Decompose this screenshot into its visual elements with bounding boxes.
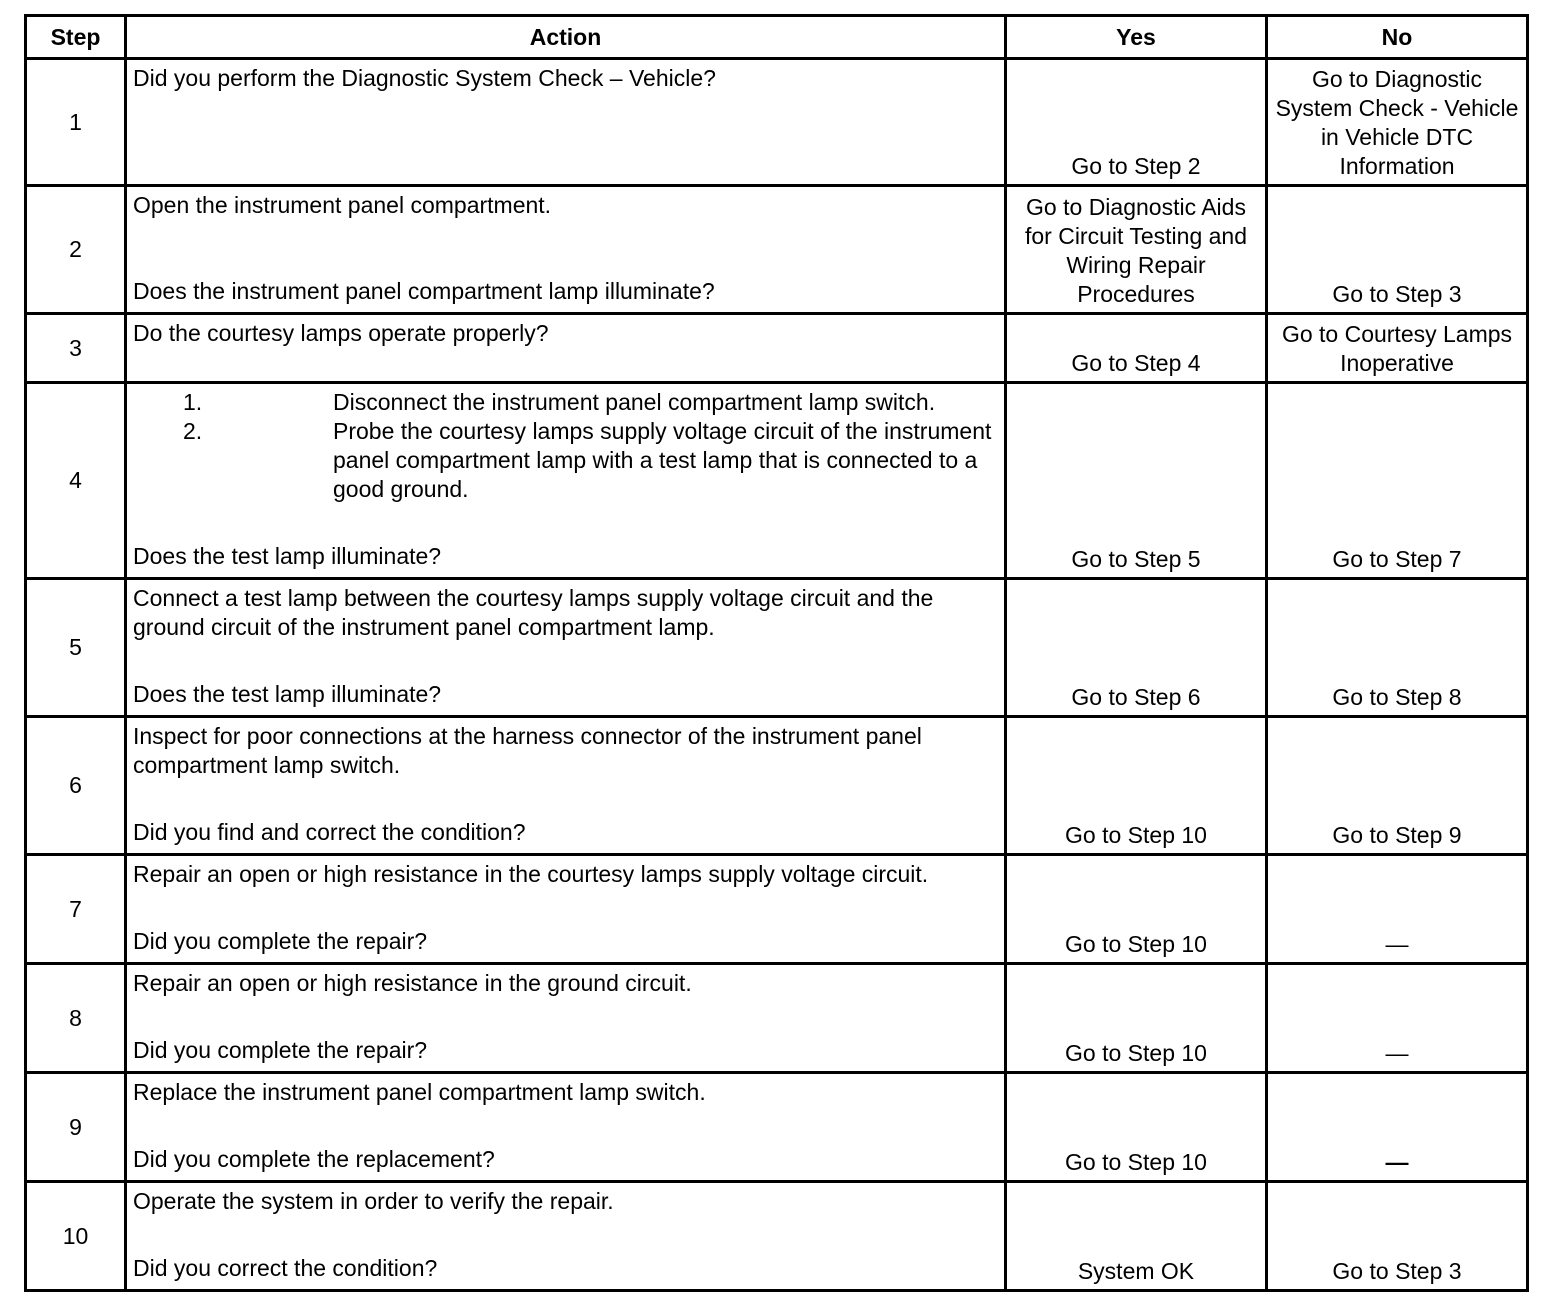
no-cell: [1267, 579, 1528, 717]
no-cell: [1267, 855, 1528, 964]
list-item-text: Disconnect the instrument panel compartment lamp switch.: [333, 389, 936, 415]
step-number: 8: [26, 964, 126, 1073]
action-cell: [126, 1073, 1006, 1182]
yes-cell: [1006, 314, 1267, 383]
action-question: Does the test lamp illuminate?: [133, 543, 442, 569]
step-number: 10: [26, 1182, 126, 1291]
yes-cell: [1006, 186, 1267, 314]
header-no: No: [1267, 16, 1528, 59]
yes-text: Go to Step 10: [1065, 1040, 1207, 1066]
step-number: 4: [26, 383, 126, 579]
no-cell: [1267, 59, 1528, 186]
action-cell: [126, 59, 1006, 186]
no-cell: [1267, 383, 1528, 579]
yes-text: Go to Step 4: [1071, 350, 1201, 376]
action-cell: [126, 314, 1006, 383]
action-question: Did you find and correct the condition?: [133, 819, 526, 845]
action-text: Do the courtesy lamps operate properly?: [133, 320, 549, 346]
step-number: 1: [26, 59, 126, 186]
list-item-number: 2.: [183, 418, 203, 444]
action-cell: [126, 186, 1006, 314]
no-text: Go to Step 9: [1332, 822, 1462, 848]
action-question: Does the test lamp illuminate?: [133, 681, 442, 707]
table-row: [26, 1073, 1528, 1182]
action-steps-list: [127, 384, 1004, 504]
action-cell: [126, 964, 1006, 1073]
no-cell: [1267, 1073, 1528, 1182]
list-item-text: Probe the courtesy lamps supply voltage circuit of the instrument panel compartment lamp with a test lamp that is connected to a good ground.: [333, 418, 992, 502]
step-number: 6: [26, 717, 126, 855]
yes-cell: [1006, 855, 1267, 964]
yes-cell: [1006, 717, 1267, 855]
no-text: —: [1385, 1040, 1409, 1066]
list-item: [127, 388, 998, 417]
action-text: Connect a test lamp between the courtesy lamps supply voltage circuit and the ground circuit of the instrument panel compartment lamp.: [133, 585, 934, 640]
yes-cell: [1006, 964, 1267, 1073]
no-text: —: [1385, 1149, 1409, 1175]
header-yes: Yes: [1006, 16, 1267, 59]
no-cell: [1267, 964, 1528, 1073]
no-cell: [1267, 717, 1528, 855]
yes-text: Go to Step 10: [1065, 822, 1207, 848]
list-item: [127, 417, 998, 504]
table-row: [26, 186, 1528, 314]
table-row: [26, 59, 1528, 186]
step-number: 2: [26, 186, 126, 314]
action-cell: [126, 1182, 1006, 1291]
action-cell: [126, 579, 1006, 717]
action-text: Inspect for poor connections at the harness connector of the instrument panel compartment lamp switch.: [133, 723, 922, 778]
table-row: [26, 855, 1528, 964]
action-cell: [126, 717, 1006, 855]
step-number: 9: [26, 1073, 126, 1182]
list-item-number: 1.: [183, 389, 203, 415]
table-row: [26, 314, 1528, 383]
yes-cell: [1006, 579, 1267, 717]
table-row: [26, 717, 1528, 855]
action-question: Did you complete the replacement?: [133, 1146, 495, 1172]
action-text: Did you perform the Diagnostic System Check – Vehicle?: [133, 65, 716, 91]
yes-text: Go to Step 10: [1065, 931, 1207, 957]
no-cell: [1267, 186, 1528, 314]
action-cell: [126, 383, 1006, 579]
table-row: [26, 383, 1528, 579]
yes-cell: [1006, 59, 1267, 186]
action-question: Did you complete the repair?: [133, 1037, 428, 1063]
step-number: 5: [26, 579, 126, 717]
action-text: Repair an open or high resistance in the courtesy lamps supply voltage circuit.: [133, 861, 929, 887]
action-question: Did you correct the condition?: [133, 1255, 438, 1281]
action-text: Open the instrument panel compartment.: [133, 192, 552, 218]
action-text: Replace the instrument panel compartment lamp switch.: [133, 1079, 706, 1105]
no-text: Go to Step 8: [1332, 684, 1462, 710]
no-text: Go to Step 3: [1332, 281, 1462, 307]
yes-text: System OK: [1077, 1258, 1195, 1284]
yes-text: Go to Step 5: [1071, 546, 1201, 572]
diagnostic-table: [24, 14, 1529, 1292]
no-text: Go to Step 3: [1332, 1258, 1462, 1284]
action-cell: [126, 855, 1006, 964]
no-cell: [1267, 1182, 1528, 1291]
table-row: [26, 1182, 1528, 1291]
table-row: [26, 579, 1528, 717]
yes-text: Go to Step 2: [1071, 153, 1201, 179]
action-question: Does the instrument panel compartment lamp illuminate?: [133, 278, 715, 304]
step-number: 3: [26, 314, 126, 383]
header-row: [26, 16, 1528, 59]
action-text: Repair an open or high resistance in the ground circuit.: [133, 970, 692, 996]
no-text: —: [1385, 931, 1409, 957]
yes-text: Go to Step 6: [1071, 684, 1201, 710]
yes-cell: [1006, 1182, 1267, 1291]
yes-cell: [1006, 383, 1267, 579]
no-text: Go to Step 7: [1332, 546, 1462, 572]
action-text: Operate the system in order to verify the repair.: [133, 1188, 614, 1214]
header-step: Step: [26, 16, 126, 59]
yes-text: Go to Step 10: [1065, 1149, 1207, 1175]
no-text: Go to Courtesy Lamps Inoperative: [1281, 321, 1513, 376]
table-row: [26, 964, 1528, 1073]
step-number: 7: [26, 855, 126, 964]
yes-cell: [1006, 1073, 1267, 1182]
no-cell: [1267, 314, 1528, 383]
action-question: Did you complete the repair?: [133, 928, 428, 954]
no-text: Go to Diagnostic System Check - Vehicle in Vehicle DTC Information: [1275, 66, 1519, 179]
yes-text: Go to Diagnostic Aids for Circuit Testing and Wiring Repair Procedures: [1024, 194, 1247, 307]
header-action: Action: [126, 16, 1006, 59]
